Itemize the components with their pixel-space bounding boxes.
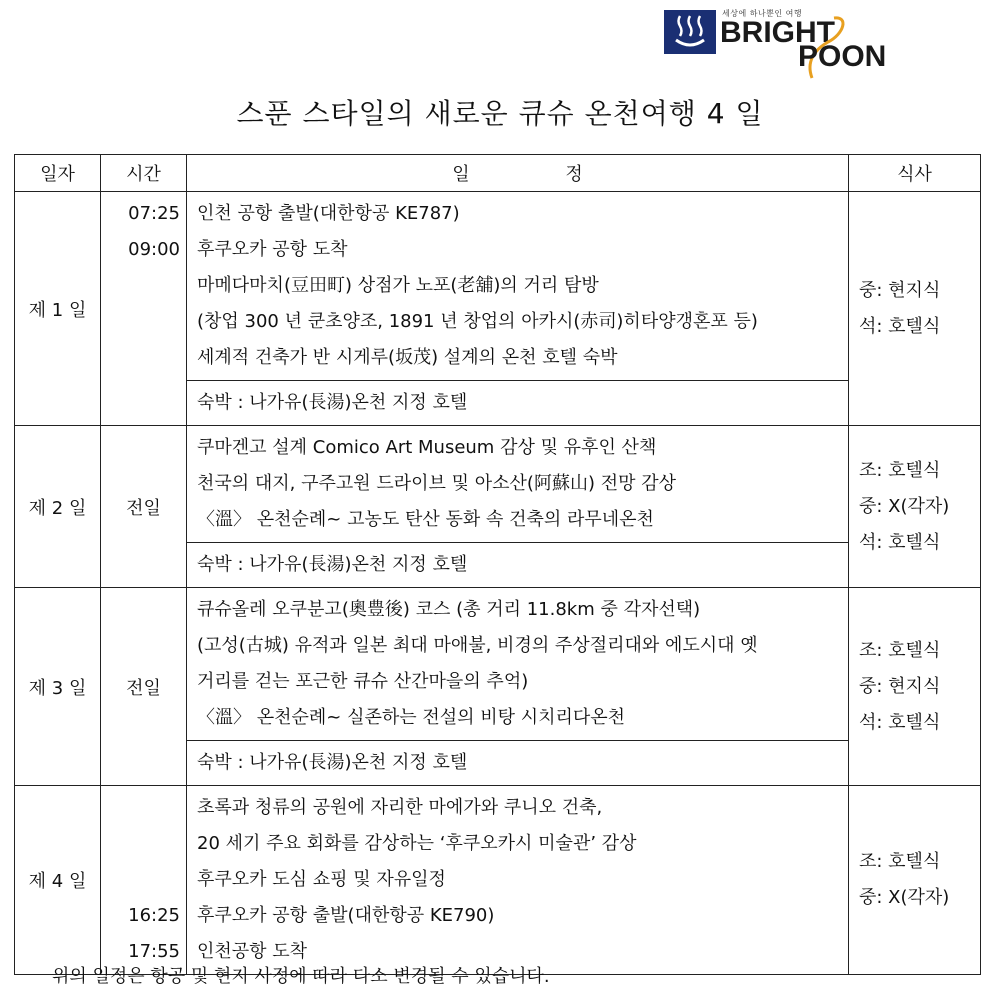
schedule-line: 초록과 청류의 공원에 자리한 마에가와 쿠니오 건축, (197, 797, 603, 818)
table-row (15, 192, 981, 381)
table-row (15, 588, 981, 741)
time-value: 07:25 (128, 203, 180, 224)
schedule-cell (187, 786, 849, 975)
schedule-line: 20 세기 주요 회화를 감상하는 ‘후쿠오카시 미술관’ 감상 (197, 833, 637, 854)
day-cell: 제 1 일 (15, 192, 101, 426)
meal-item: 중: 현지식 (859, 675, 941, 697)
meal-item: 조: 호텔식 (859, 639, 941, 661)
time-value: 17:55 (128, 941, 180, 962)
meal-cell (849, 192, 981, 426)
day-cell: 제 2 일 (15, 426, 101, 588)
itinerary-table (14, 154, 981, 975)
meal-item: 중: X(각자) (859, 495, 950, 517)
schedule-line: 후쿠오카 도심 쇼핑 및 자유일정 (197, 869, 446, 890)
header-day: 일자 (15, 155, 101, 192)
brand-tagline: 세상에 하나뿐인 여행 (722, 9, 803, 18)
day-cell: 제 3 일 (15, 588, 101, 786)
schedule-cell (187, 192, 849, 381)
meal-item: 중: 현지식 (859, 279, 941, 301)
meal-cell (849, 426, 981, 588)
time-cell (101, 192, 187, 426)
header-schedule: 일 정 (187, 155, 849, 192)
day-cell: 제 4 일 (15, 786, 101, 975)
schedule-line: (창업 300 년 쿤초양조, 1891 년 창업의 아카시(赤司)히타양갱혼포 등) (197, 311, 758, 332)
meal-item: 중: X(각자) (859, 887, 950, 908)
schedule-line: 세계적 건축가 반 시게루(坂茂) 설계의 온천 호텔 숙박 (197, 347, 618, 368)
schedule-line: 후쿠오카 공항 도착 (197, 239, 348, 260)
schedule-line: 인천공항 도착 (197, 941, 308, 962)
meal-item: 조: 호텔식 (859, 851, 941, 872)
footnote: 위의 일정은 항공 및 현지 사정에 따라 다소 변경될 수 있습니다. (52, 966, 550, 987)
time-cell: 전일 (101, 588, 187, 786)
schedule-cell (187, 588, 849, 741)
meal-item: 석: 호텔식 (859, 531, 941, 553)
stay-cell: 숙박 : 나가유(長湯)온천 지정 호텔 (187, 543, 849, 588)
table-header-row (15, 155, 981, 192)
table-row (15, 786, 981, 975)
table-row (15, 426, 981, 543)
time-cell (101, 786, 187, 975)
meal-item: 석: 호텔식 (859, 711, 941, 733)
time-value: 16:25 (128, 905, 180, 926)
meal-cell (849, 588, 981, 786)
header-meal: 식사 (849, 155, 981, 192)
schedule-cell (187, 426, 849, 543)
schedule-line: 쿠마겐고 설계 Comico Art Museum 감상 및 유후인 산책 (197, 437, 657, 458)
header-time: 시간 (101, 155, 187, 192)
time-value: 09:00 (128, 239, 180, 260)
schedule-line: 후쿠오카 공항 출발(대한항공 KE790) (197, 905, 495, 926)
schedule-line: 큐슈올레 오쿠분고(奧豊後) 코스 (총 거리 11.8km 중 각자선택) (197, 599, 701, 620)
meal-item: 석: 호텔식 (859, 315, 941, 337)
page-title: 스푼 스타일의 새로운 큐슈 온천여행 4 일 (236, 97, 764, 130)
stay-cell: 숙박 : 나가유(長湯)온천 지정 호텔 (187, 381, 849, 426)
meal-cell (849, 786, 981, 975)
brand-logo (664, 4, 914, 80)
hot-spring-emblem-icon (664, 10, 716, 54)
schedule-line: 천국의 대지, 구주고원 드라이브 및 아소산(阿蘇山) 전망 감상 (197, 473, 676, 494)
schedule-line: 인천 공항 출발(대한항공 KE787) (197, 203, 460, 224)
schedule-line: 〈溫〉 온천순례~ 고농도 탄산 동화 속 건축의 라무네온천 (197, 509, 654, 530)
stay-cell: 숙박 : 나가유(長湯)온천 지정 호텔 (187, 741, 849, 786)
meal-item: 조: 호텔식 (859, 459, 941, 481)
time-cell: 전일 (101, 426, 187, 588)
brand-name-bright: BRIGHT (720, 16, 835, 49)
schedule-line: (고성(古城) 유적과 일본 최대 마애불, 비경의 주상절리대와 에도시대 옛 (197, 635, 758, 656)
schedule-line: 거리를 걷는 포근한 큐슈 산간마을의 추억) (197, 671, 529, 692)
brand-name-spoon: POON (798, 40, 887, 73)
schedule-line: 마메다마치(豆田町) 상점가 노포(老舖)의 거리 탐방 (197, 275, 599, 296)
schedule-line: 〈溫〉 온천순례~ 실존하는 전설의 비탕 시치리다온천 (197, 707, 626, 728)
